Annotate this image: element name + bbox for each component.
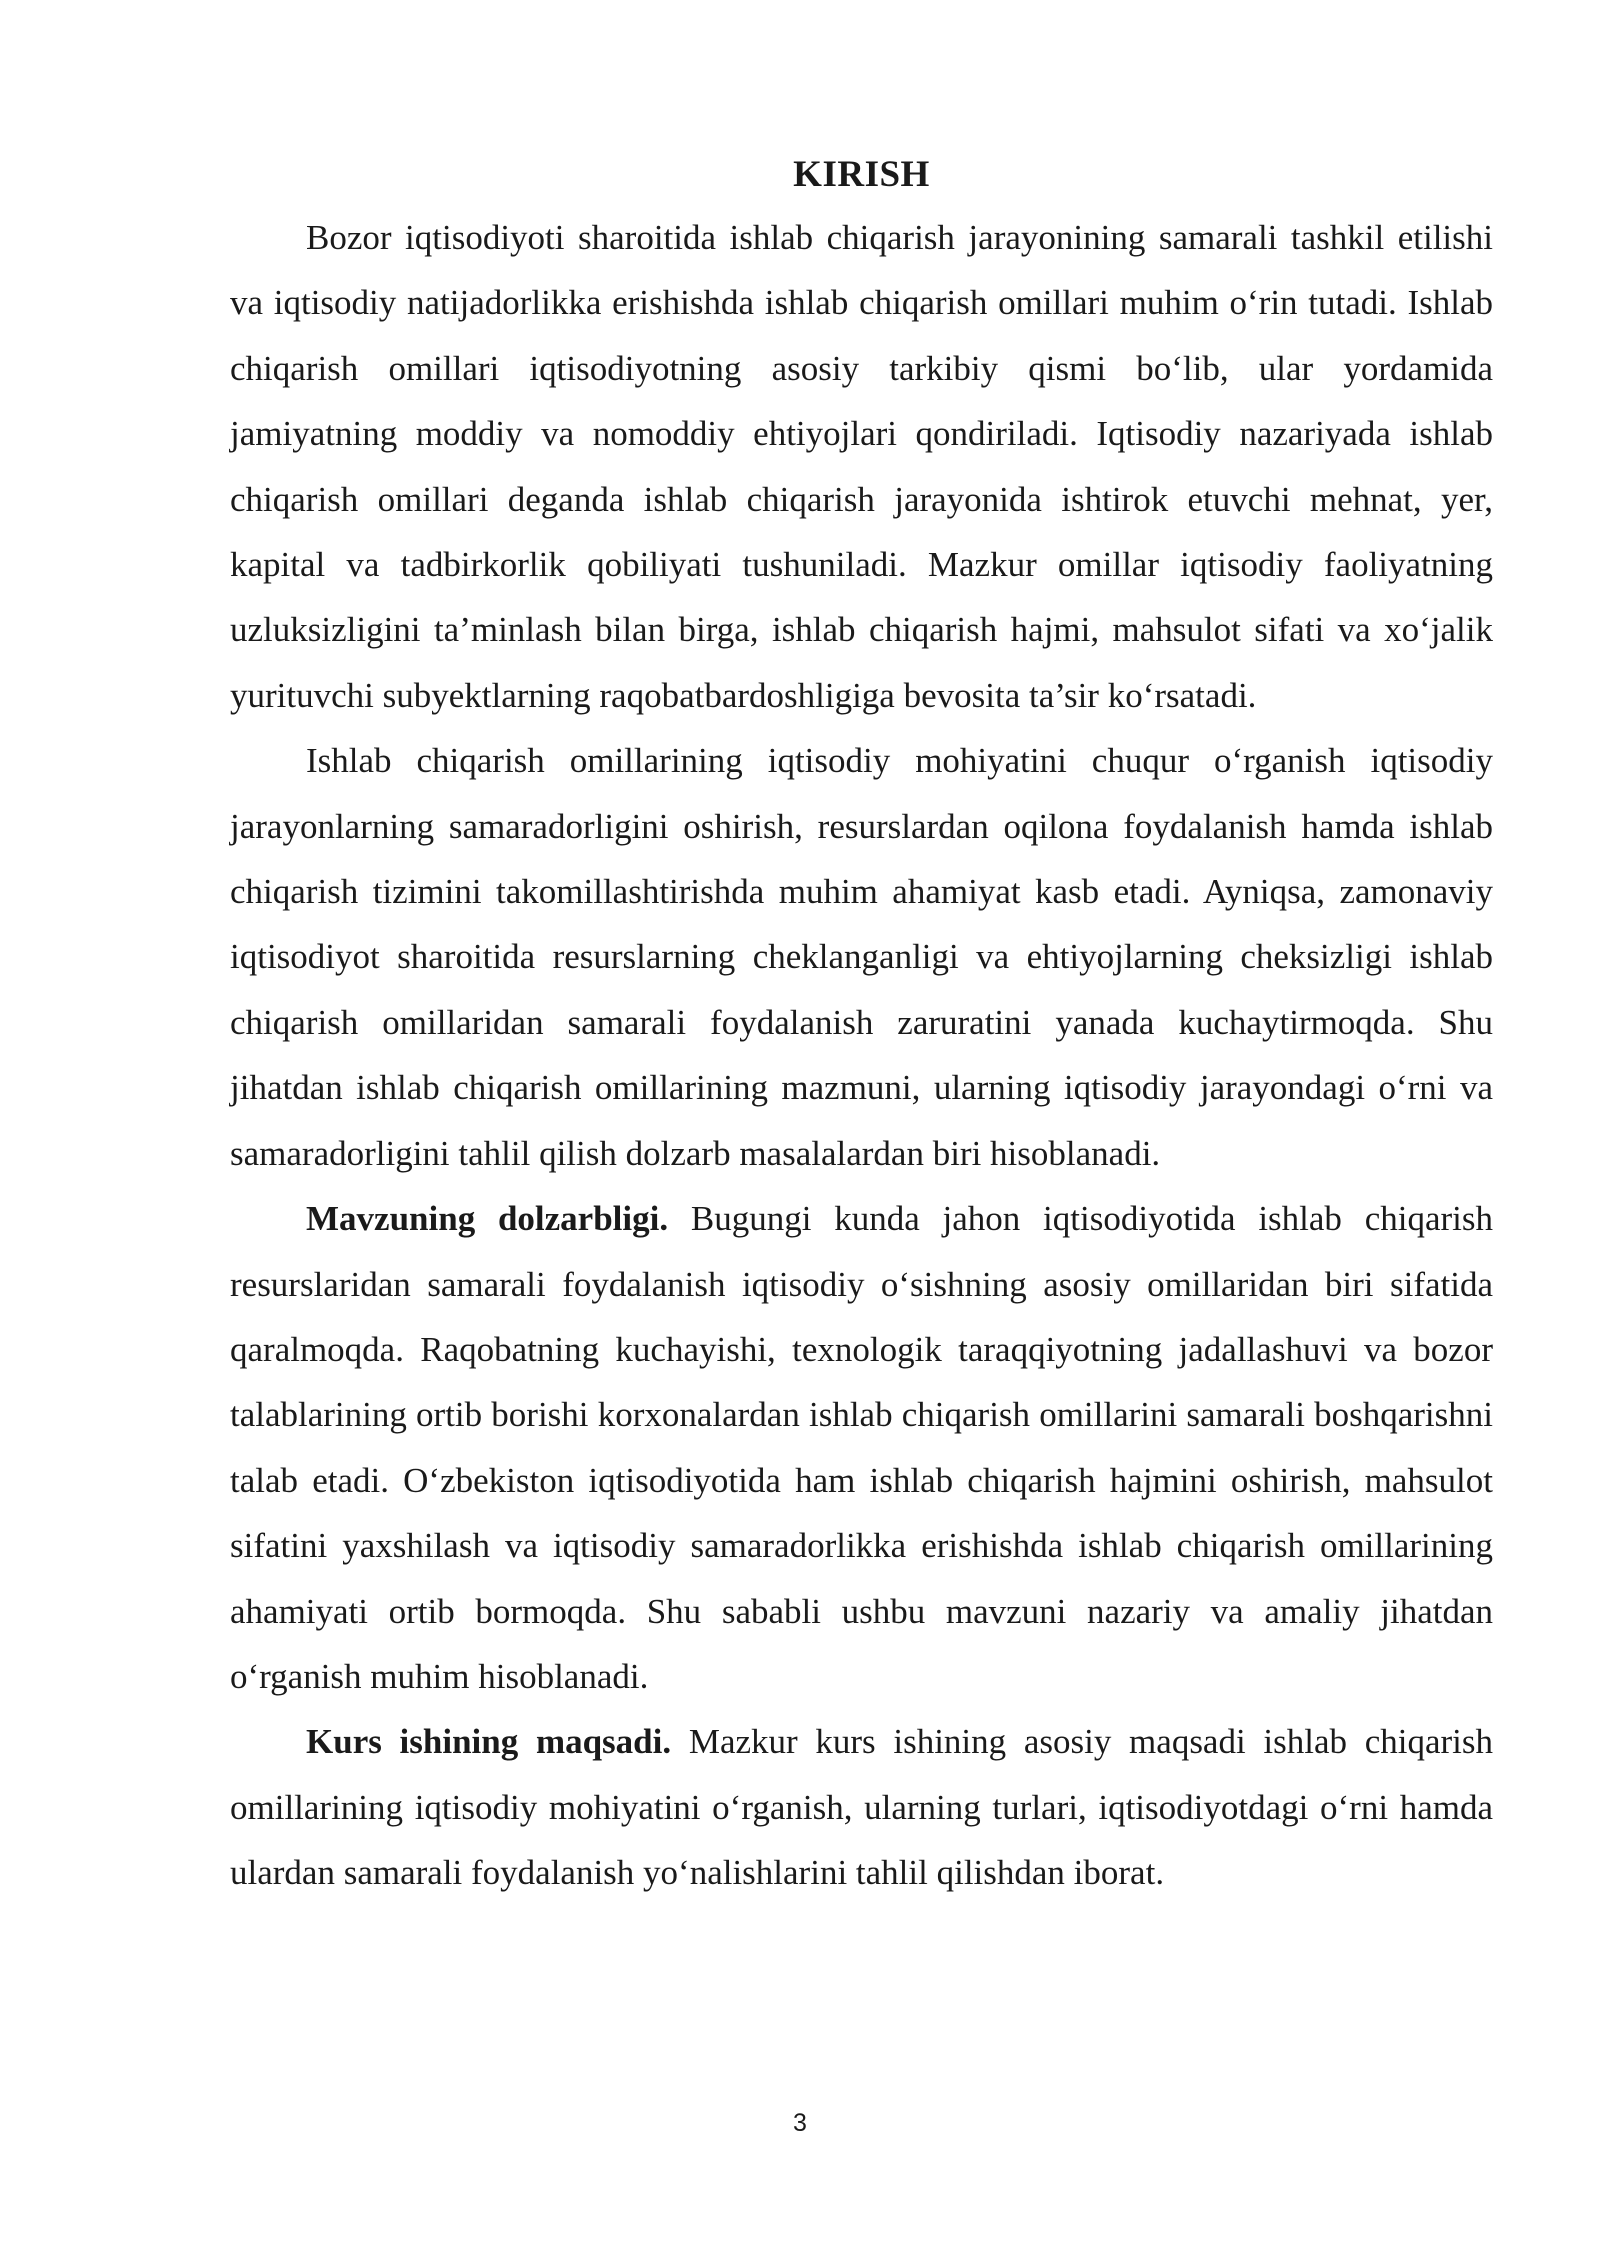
paragraph-significance (230, 728, 1493, 1186)
paragraph-lead: Mavzuning dolzarbligi. (306, 1199, 669, 1239)
paragraph-text: Bozor iqtisodiyoti sharoitida ishlab chiqarish jarayonining samarali tashkil etilishi va iqtisodiy natijadorlikka erishishda ishlab chiqarish omillari muhim o‘rin tutadi. Ishlab chiqarish omillari iqtisodiyotning asosiy tarkibiy qismi bo‘lib, ular yordamida jamiyatning moddiy va nomoddiy ehtiyojlari qondiriladi. Iqtisodiy nazariyada ishlab chiqarish omillari deganda ishlab chiqarish jarayonida ishtirok etuvchi mehnat, yer, kapital va tadbirkorlik qobiliyati tushuniladi. Mazkur omillar iqtisodiy faoliyatning uzluksizligini ta’minlash bilan birga, ishlab chiqarish hajmi, mahsulot sifati va xo‘jalik yurituvchi subyektlarning raqobatbardoshligiga bevosita ta’sir ko‘rsatadi. (230, 218, 1493, 715)
section-title: KIRISH (793, 154, 930, 195)
page-number: 3 (793, 2109, 807, 2137)
paragraph-intro (230, 205, 1493, 728)
paragraph-goal (230, 1709, 1493, 1905)
paragraph-text: Mazkur kurs ishining asosiy maqsadi ishlab chiqarish omillarining iqtisodiy mohiyatini o‘rganish, ularning turlari, iqtisodiyotdagi o‘rni hamda ulardan samarali foydalanish yo‘nalishlarini tahlil qilishdan iborat. (230, 1722, 1493, 1893)
paragraph-relevance (230, 1186, 1493, 1709)
paragraph-text: Ishlab chiqarish omillarining iqtisodiy mohiyatini chuqur o‘rganish iqtisodiy jarayonlarning samaradorligini oshirish, resurslardan oqilona foydalanish hamda ishlab chiqarish tizimini takomillashtirishda muhim ahamiyat kasb etadi. Ayniqsa, zamonaviy iqtisodiyot sharoitida resurslarning cheklanganligi va ehtiyojlarning cheksizligi ishlab chiqarish omillaridan samarali foydalanish zaruratini yanada kuchaytirmoqda. Shu jihatdan ishlab chiqarish omillarining mazmuni, ularning iqtisodiy jarayondagi o‘rni va samaradorligini tahlil qilish dolzarb masalalardan biri hisoblanadi. (230, 741, 1493, 1173)
document-page (230, 145, 1493, 1906)
paragraph-lead: Kurs ishining maqsadi. (306, 1722, 672, 1762)
paragraph-text: Bugungi kunda jahon iqtisodiyotida ishlab chiqarish resurslaridan samarali foydalanish iqtisodiy o‘sishning asosiy omillaridan biri sifatida qaralmoqda. Raqobatning kuchayishi, texnologik taraqqiyotning jadallashuvi va bozor talablarining ortib borishi korxonalardan ishlab chiqarish omillarini samarali boshqarishni talab etadi. O‘zbekiston iqtisodiyotida ham ishlab chiqarish hajmini oshirish, mahsulot sifatini yaxshilash va iqtisodiy samaradorlikka erishishda ishlab chiqarish omillarining ahamiyati ortib bormoqda. Shu sababli ushbu mavzuni nazariy va amaliy jihatdan o‘rganish muhim hisoblanadi. (230, 1199, 1493, 1696)
